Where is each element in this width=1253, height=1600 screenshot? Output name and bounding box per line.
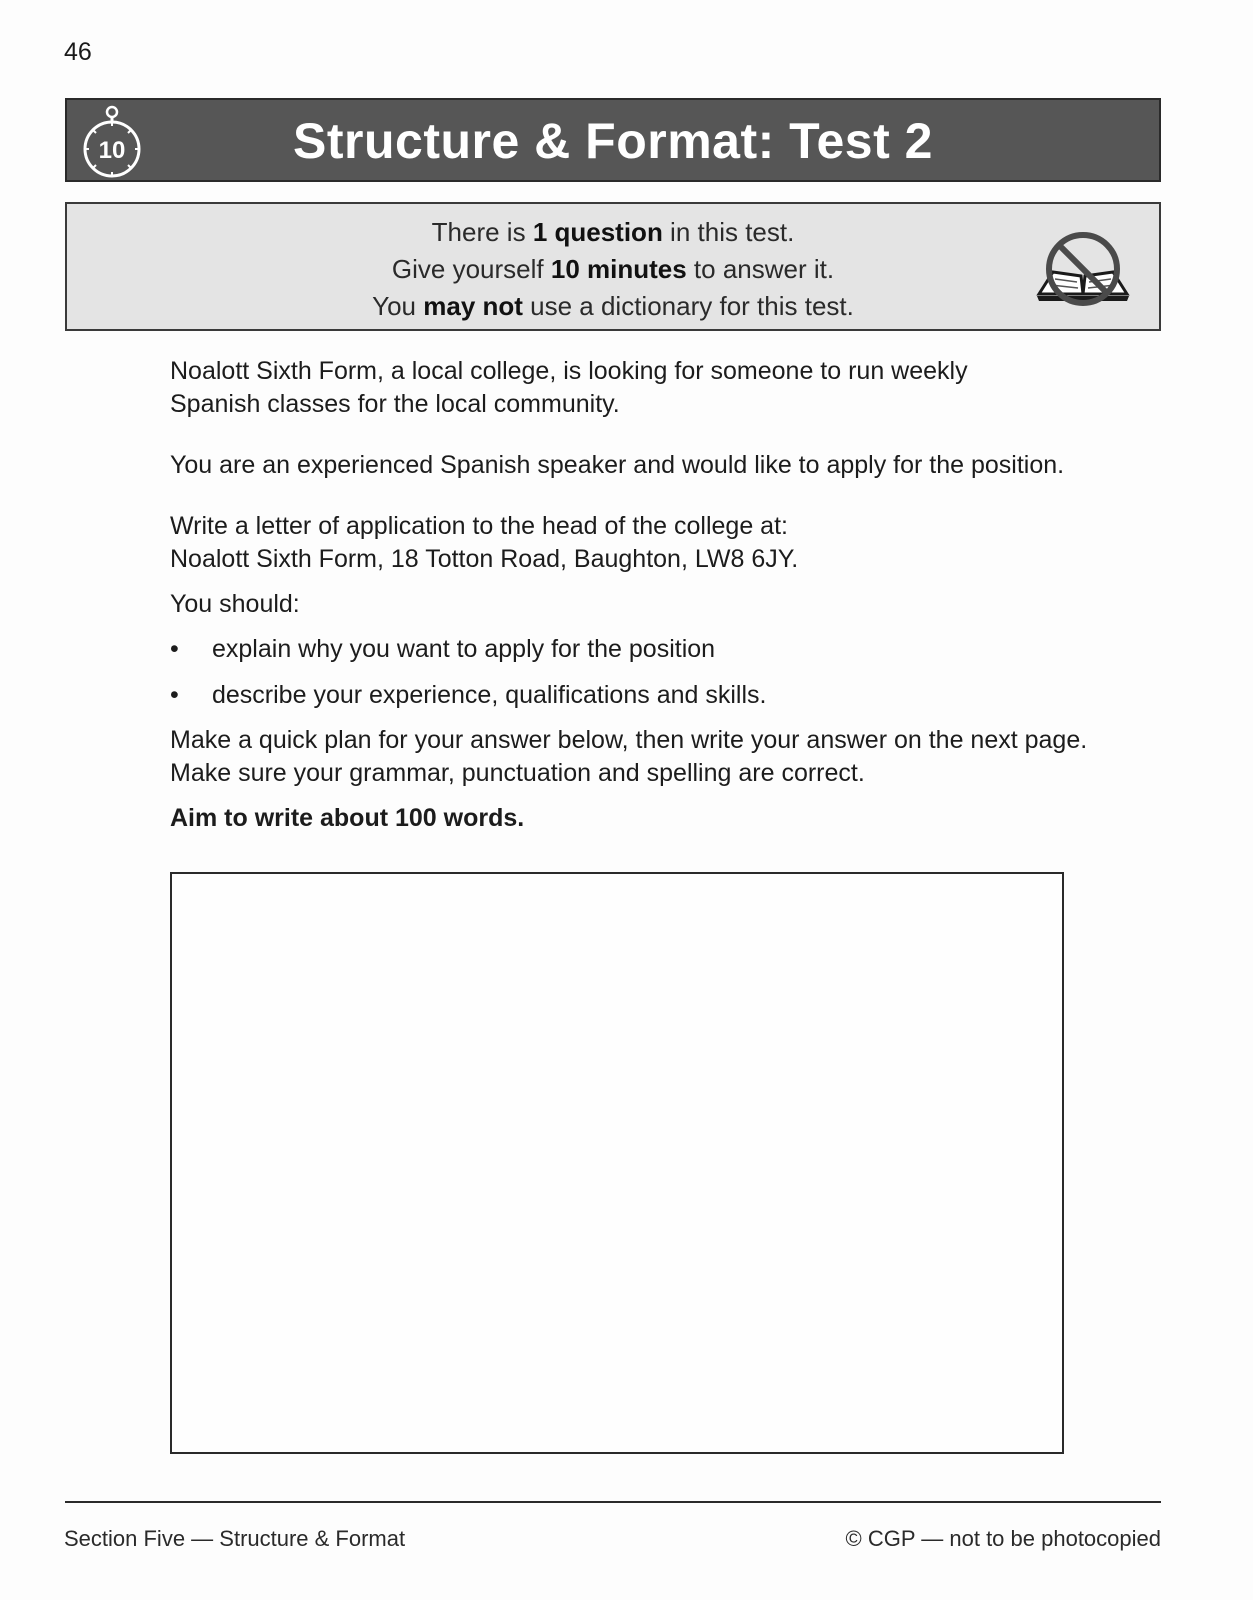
word-target: Aim to write about 100 words. [170,804,525,832]
list-item: • describe your experience, qualifications and skills. [170,679,1130,712]
task-content [170,355,1130,835]
footer-section: Section Five — Structure & Format [64,1526,406,1551]
footer-copyright: © CGP — not to be photocopied [845,1526,1161,1551]
bullet-dot: • [170,635,179,663]
info-line-dictionary: You may not use a dictionary for this test. [372,291,854,321]
info-line-time: Give yourself 10 minutes to answer it. [391,254,835,284]
context-paragraph: Noalott Sixth Form, a local college, is looking for someone to run weekly Spanish classes for the local community. [170,357,968,418]
timer-value: 10 [98,137,126,164]
requirements-list [170,633,1130,712]
list-item: • explain why you want to apply for the position [170,633,1130,666]
role-paragraph: You are an experienced Spanish speaker and would like to apply for the position. [170,451,1065,479]
no-dictionary-icon [1033,224,1133,314]
test-info-box [65,202,1161,331]
title-banner [65,98,1161,182]
college-address: Noalott Sixth Form, 18 Totton Road, Baughton, LW8 6JY. [170,545,799,573]
you-should-label: You should: [170,590,300,618]
page-number: 46 [64,38,92,66]
footer-divider [65,1501,1161,1503]
task-paragraph: Write a letter of application to the head of the college at: Noalott Sixth Form, 18 Totton Road, Baughton, LW8 6JY. [170,512,799,573]
page-title: Structure & Format: Test 2 [293,113,933,169]
plan-instructions: Make a quick plan for your answer below, then write your answer on the next page. Make sure your grammar, punctuation and spelling are correct. [170,726,1088,787]
plan-answer-box[interactable] [170,872,1064,1454]
bullet-dot: • [170,681,179,709]
test-instructions [67,214,1159,325]
info-line-questions: There is 1 question in this test. [431,217,795,247]
